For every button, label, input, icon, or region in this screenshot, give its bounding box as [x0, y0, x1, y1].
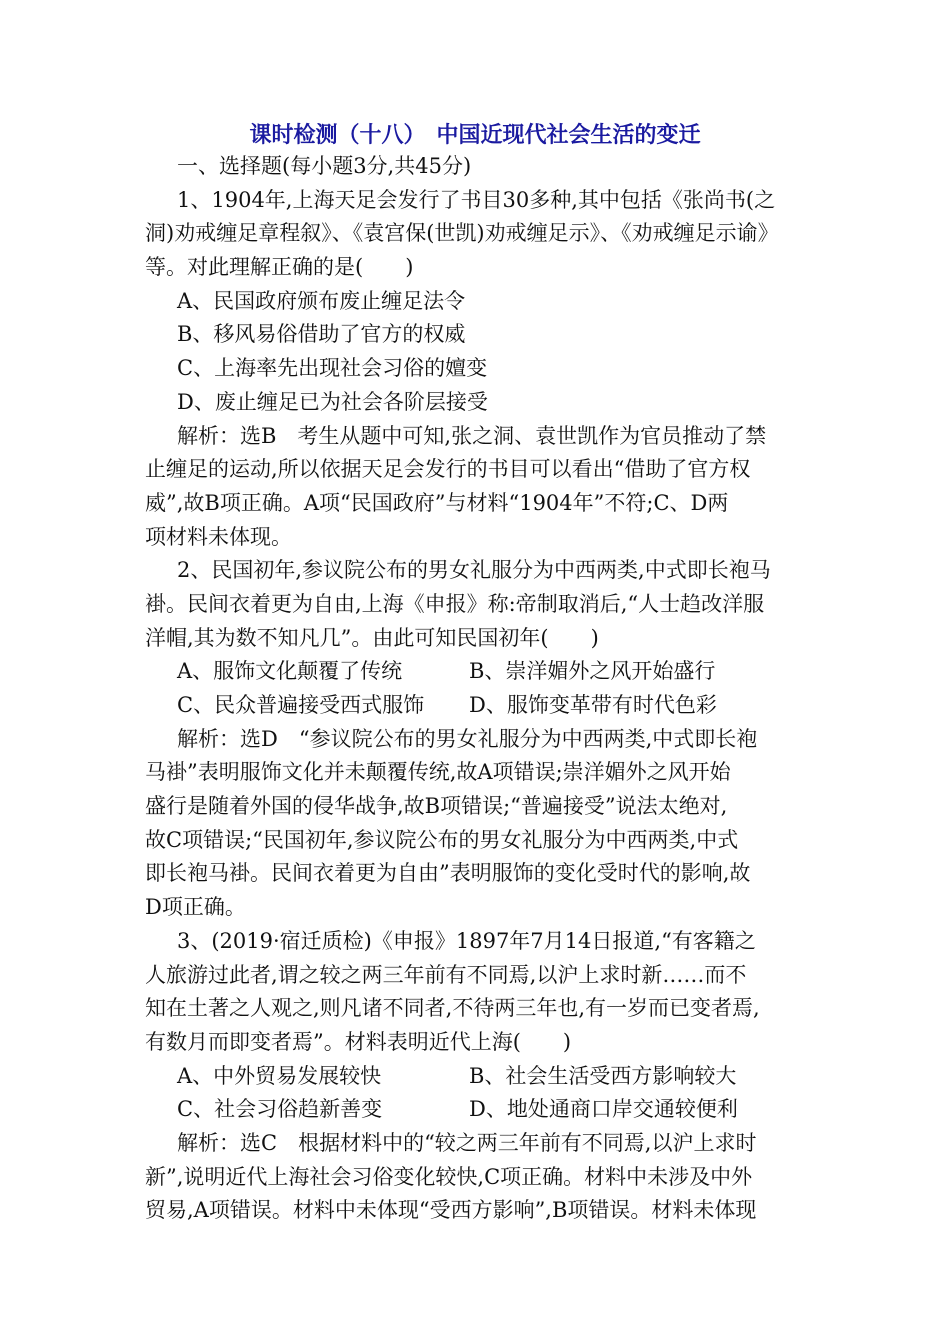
q3-options-row [145, 1060, 825, 1094]
q3-analysis-line: 贸易,A项错误。材料中未体现“受西方影响”,B项错误。材料未体现 [145, 1198, 757, 1223]
q3-option-b: B、社会生活受西方影响较大 [469, 1063, 737, 1088]
q2-analysis-line: 盛行是随着外国的侵华战争,故B项错误;“普遍接受”说法太绝对, [145, 794, 728, 819]
q3-stem-line: 3、(2019·宿迁质检)《申报》1897年7月14日报道,“有客籍之 [177, 928, 756, 953]
q3-option-c: C、社会习俗趋新善变 [177, 1097, 383, 1122]
q2-option-d: D、服饰变革带有时代色彩 [469, 693, 717, 717]
q2-analysis-line: 故C项错误;“民国初年,参议院公布的男女礼服分为中西两类,中式 [145, 827, 739, 852]
q2-options-row [145, 689, 825, 723]
q1-analysis-line: 止缠足的运动,所以依据天足会发行的书目可以看出“借助了官方权 [145, 457, 751, 482]
doc-title: 课时检测（十八） 中国近现代社会生活的变迁 [249, 122, 701, 148]
question-1 [145, 184, 825, 555]
q1-stem-line: 1、1904年,上海天足会发行了书目30多种,其中包括《张尚书(之 [177, 187, 776, 212]
q3-option-d: D、地处通商口岸交通较便利 [469, 1097, 738, 1122]
q1-analysis-line: 解析：选B 考生从题中可知,张之洞、袁世凯作为官员推动了禁 [177, 423, 767, 448]
q2-analysis-line: D项正确。 [145, 895, 246, 920]
q3-option-a: A、中外贸易发展较快 [177, 1063, 382, 1088]
q1-option-a: A、民国政府颁布废止缠足法令 [177, 288, 466, 313]
q2-option-a: A、服饰文化颠覆了传统 [177, 659, 403, 684]
q2-analysis-line: 即长袍马褂。民间衣着更为自由”表明服饰的变化受时代的影响,故 [145, 861, 751, 886]
q1-option-c: C、上海率先出现社会习俗的嬗变 [177, 356, 488, 381]
q1-option-b: B、移风易俗借助了官方的权威 [177, 322, 466, 347]
section-heading: 一、选择题(每小题3分,共45分) [177, 154, 472, 178]
q2-stem-line: 褂。民间衣着更为自由,上海《申报》称:帝制取消后,“人士趋改洋服 [145, 591, 765, 616]
q3-analysis-line: 解析：选C 根据材料中的“较之两三年前有不同焉,以沪上求时 [177, 1130, 757, 1155]
q3-stem-line: 知在土著之人观之,则凡诸不同者,不待两三年也,有一岁而已变者焉, [145, 996, 760, 1021]
q2-options-row [145, 655, 825, 689]
q3-analysis-line: 新”,说明近代上海社会习俗变化较快,C项正确。材料中未涉及中外 [145, 1164, 753, 1189]
q1-analysis-line: 项材料未体现。 [145, 524, 292, 549]
q3-options-row [145, 1093, 825, 1127]
q1-option-d: D、废止缠足已为社会各阶层接受 [177, 389, 488, 414]
question-2 [145, 554, 825, 925]
q1-stem-line: 等。对此理解正确的是( ) [145, 255, 414, 280]
q2-option-b: B、崇洋媚外之风开始盛行 [469, 659, 716, 684]
q2-option-c: C、民众普遍接受西式服饰 [177, 693, 425, 717]
q2-stem-line: 洋帽,其为数不知凡几”。由此可知民国初年( ) [145, 625, 599, 650]
q3-stem-line: 人旅游过此者,谓之较之两三年前有不同焉,以沪上求时新……而不 [145, 962, 747, 987]
q1-stem-line: 洞)劝戒缠足章程叙》、《袁宫保(世凯)劝戒缠足示》、《劝戒缠足示谕》 [145, 221, 779, 246]
doc-body [145, 150, 825, 1228]
q2-analysis-line: 解析：选D “参议院公布的男女礼服分为中西两类,中式即长袍 [177, 726, 758, 751]
q2-stem-line: 2、民国初年,参议院公布的男女礼服分为中西两类,中式即长袍马 [177, 558, 771, 583]
q3-stem-line: 有数月而即变者焉”。材料表明近代上海( ) [145, 1029, 572, 1054]
q2-analysis-line: 马褂”表明服饰文化并未颠覆传统,故A项错误;崇洋媚外之风开始 [145, 760, 731, 785]
q1-analysis-line: 威”,故B项正确。A项“民国政府”与材料“1904年”不符;C、D两 [145, 490, 729, 515]
question-3 [145, 925, 825, 1228]
